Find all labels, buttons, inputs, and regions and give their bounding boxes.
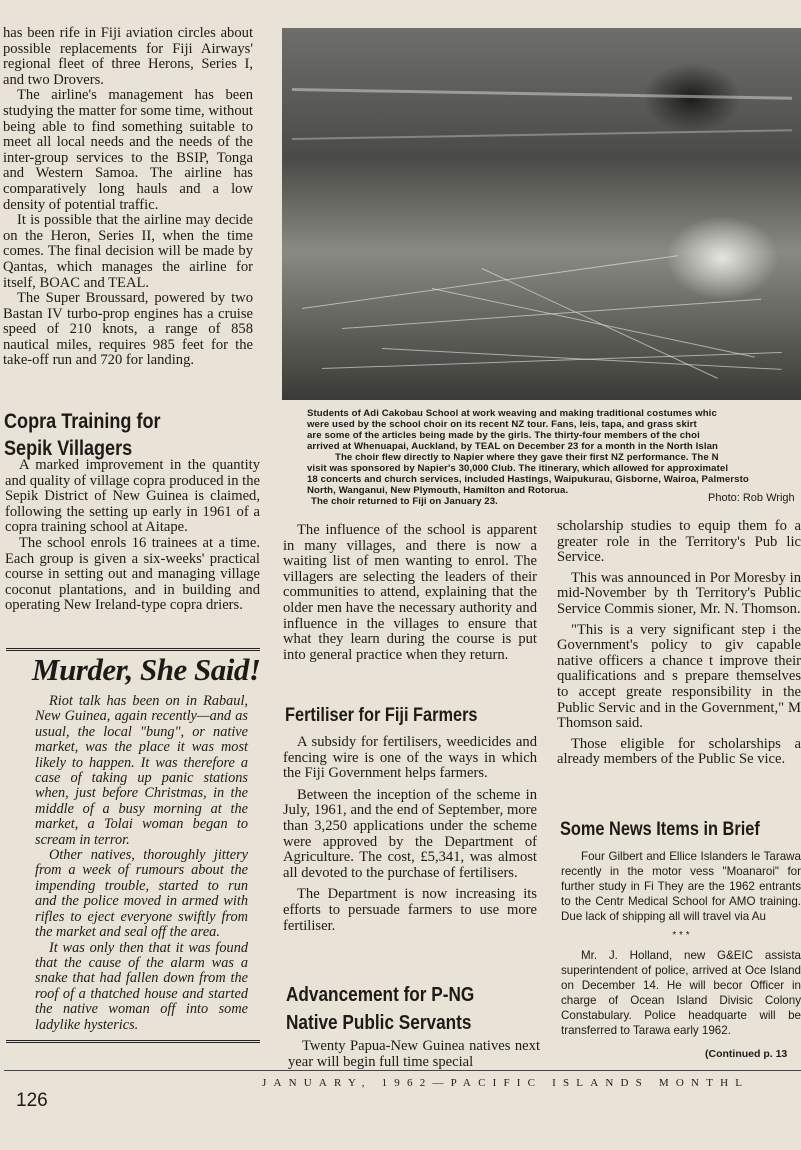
fertiliser-heading: Fertiliser for Fiji Farmers [285, 705, 478, 726]
caption-line-1: Students of Adi Cakobau School at work weaving and making traditional costumes whic [307, 408, 717, 419]
fertiliser-paragraph-2: Between the inception of the scheme in July, 1961, and the end of September, more than 3,250 applications under the scheme were approved by the Department of Agriculture. The cost, £5,341, was almost all devoted to the purchase of fertilisers. [283, 786, 537, 881]
advancement-heading-line-1: Advancement for P-NG [286, 984, 475, 1006]
copra-paragraph-2: The school enrols 16 trainees at a time. Each group is given a six-weeks' practical course in setting out and managing village coconut plantations, and in building and operating New Ireland-type copra driers. [5, 534, 260, 614]
caption-line-8: North, Wanganui, New Plymouth, Hamilton and Rotorua. [307, 485, 569, 496]
advancement-continued [557, 519, 801, 768]
fertiliser-paragraph-1: A subsidy for fertilisers, weedicides and fencing wire is one of the ways in which the Fiji Government helps farmers. [283, 734, 537, 782]
murder-paragraph-1: Riot talk has been on in Rabaul, New Guinea, again recently—and as usual, the local "bung", or native market, was the place it was most likely to happen. It was therefore a case of taking up panic stations when, just before Christmas, in the middle of a busy morning at the market, a Tolai woman began to scream in terror. [35, 693, 248, 848]
advancement-heading [286, 981, 505, 1037]
caption-line-6: visit was sponsored by Napier's 30,000 Club. The itinerary, which allowed for approximatel [307, 463, 729, 474]
intro-paragraph-1: has been rife in Fiji aviation circles about possible replacements for Fiji Airways' regional fleet of three Herons, Series I, and two Drovers. [3, 25, 253, 88]
intro-paragraph-4: The Super Broussard, powered by two Bastan IV turbo-prop engines has a cruise speed of 210 knots, a range of 858 nautical miles, requires 985 feet for the take-off run and 720 for landing. [3, 290, 253, 369]
page-number: 126 [16, 1090, 48, 1111]
fertiliser-article [283, 735, 537, 934]
photo-credit: Photo: Rob Wrigh [708, 492, 795, 504]
news-heading: Some News Items in Brief [560, 819, 760, 840]
copra-heading-line-1: Copra Training for [4, 410, 161, 433]
continued-note: (Continued p. 13 [705, 1048, 788, 1060]
caption-line-4: arrived at Whenuapai, Auckland, by TEAL on December 23 for a month in the North Islan [307, 441, 718, 452]
advancement-heading-line-2: Native Public Servants [286, 1012, 472, 1034]
running-title: JANUARY, 1962—PACIFIC ISLANDS MONTHL [262, 1077, 750, 1089]
copra-heading [4, 408, 264, 462]
school-paragraph: The influence of the school is apparent in many villages, and there is now a waiting list of men wanting to enrol. The villagers are selecting the leaders of their communities to attend, explaining that the older men have the necessary authority and influence in the villages to ensure that what they learn during the course is put into general practice when they return. [283, 522, 537, 663]
weaving-photo [282, 28, 801, 400]
copra-paragraph-1: A marked improvement in the quantity and quality of village copra produced in the Sepik District of New Guinea is claimed, following the setting up early in 1961 of a copra training school at Aitape. [5, 457, 260, 536]
murder-article [35, 694, 248, 1033]
intro-article [3, 26, 253, 369]
news-brief [561, 850, 801, 1039]
caption-line-7: 18 concerts and church services, included Hastings, Waipukurau, Gisborne, Wairoa, Palmersto [307, 474, 749, 485]
caption-line-5: The choir flew directly to Napier where they gave their first NZ performance. The N [335, 452, 719, 463]
intro-paragraph-2: The airline's management has been studying the matter for some time, without being able to find something suitable to meet all local needs and the needs of the inter-group services to the BSIP, Tonga and Western Samoa. The airline has comparatively long hauls and a low density of potential traffic. [3, 87, 253, 213]
murder-box-top-rule [6, 648, 260, 651]
fertiliser-paragraph-3: The Department is now increasing its efforts to persuade farmers to use more fertiliser. [283, 886, 537, 934]
murder-paragraph-3: It was only then that it was found that the cause of the alarm was a snake that had fallen down from the roof of a thatched house and started the native woman off into some ladylike hysterics. [35, 939, 248, 1033]
advancement-article [288, 1039, 540, 1070]
caption-line-3: are some of the articles being made by the girls. The thirty-four members of the choi [307, 430, 700, 441]
news-item-2: Mr. J. Holland, new G&EIC assista superintendent of police, arrived at Oce Island on December 14. He will becor Officer in charge of Ocean Island Divisic Colony Constabulary. Police headquarte will be transferred to Tarawa early 1962. [561, 949, 801, 1037]
murder-paragraph-2: Other natives, thoroughly jittery from a week of rumours about the impending trouble, started to run and the police moved in armed with rifles to eject everyone swiftly from the market and seal off the area. [35, 847, 248, 941]
news-item-1: Four Gilbert and Ellice Islanders le Tarawa recently in the motor vess "Moanaroi" for further study in Fi They are the 1962 entrants to the Centr Medical School for AMO training. Due lack of shipping all will travel via Au [561, 850, 801, 923]
right-paragraph-1: scholarship studies to equip them fo a greater role in the Territory's Pub lic Service. [557, 519, 801, 566]
footer-rule [4, 1070, 801, 1071]
murder-box-bottom-rule [6, 1040, 260, 1043]
murder-title: Murder, She Said! [32, 652, 261, 687]
copra-heading-line-2: Sepik Villagers [4, 437, 133, 460]
copra-article [5, 458, 260, 614]
right-paragraph-3: "This is a very significant step i the Government's policy to giv capable native officers a chance t improve their qualifications and s prepare themselves to accept greate responsibility in the Public Servic and in the Government," M Thomson said. [557, 621, 801, 732]
advancement-paragraph: Twenty Papua-New Guinea natives next year will begin full time special [288, 1038, 540, 1070]
caption-line-9: The choir returned to Fiji on January 23. [311, 496, 498, 507]
caption-line-2: were used by the school choir on its recent NZ tour. Fans, leis, tapa, and grass skirt [307, 419, 697, 430]
school-article [283, 523, 537, 663]
news-separator: * * * [672, 929, 690, 941]
right-paragraph-4: Those eligible for scholarships a already members of the Public Se vice. [557, 735, 801, 768]
right-paragraph-2: This was announced in Por Moresby in mid-November by th Territory's Public Service Commis sioner, Mr. N. Thomson. [557, 569, 801, 617]
intro-paragraph-3: It is possible that the airline may decide on the Heron, Series II, when the time comes. The final decision will be made by Qantas, which manages the airline for itself, BOAC and TEAL. [3, 212, 253, 291]
